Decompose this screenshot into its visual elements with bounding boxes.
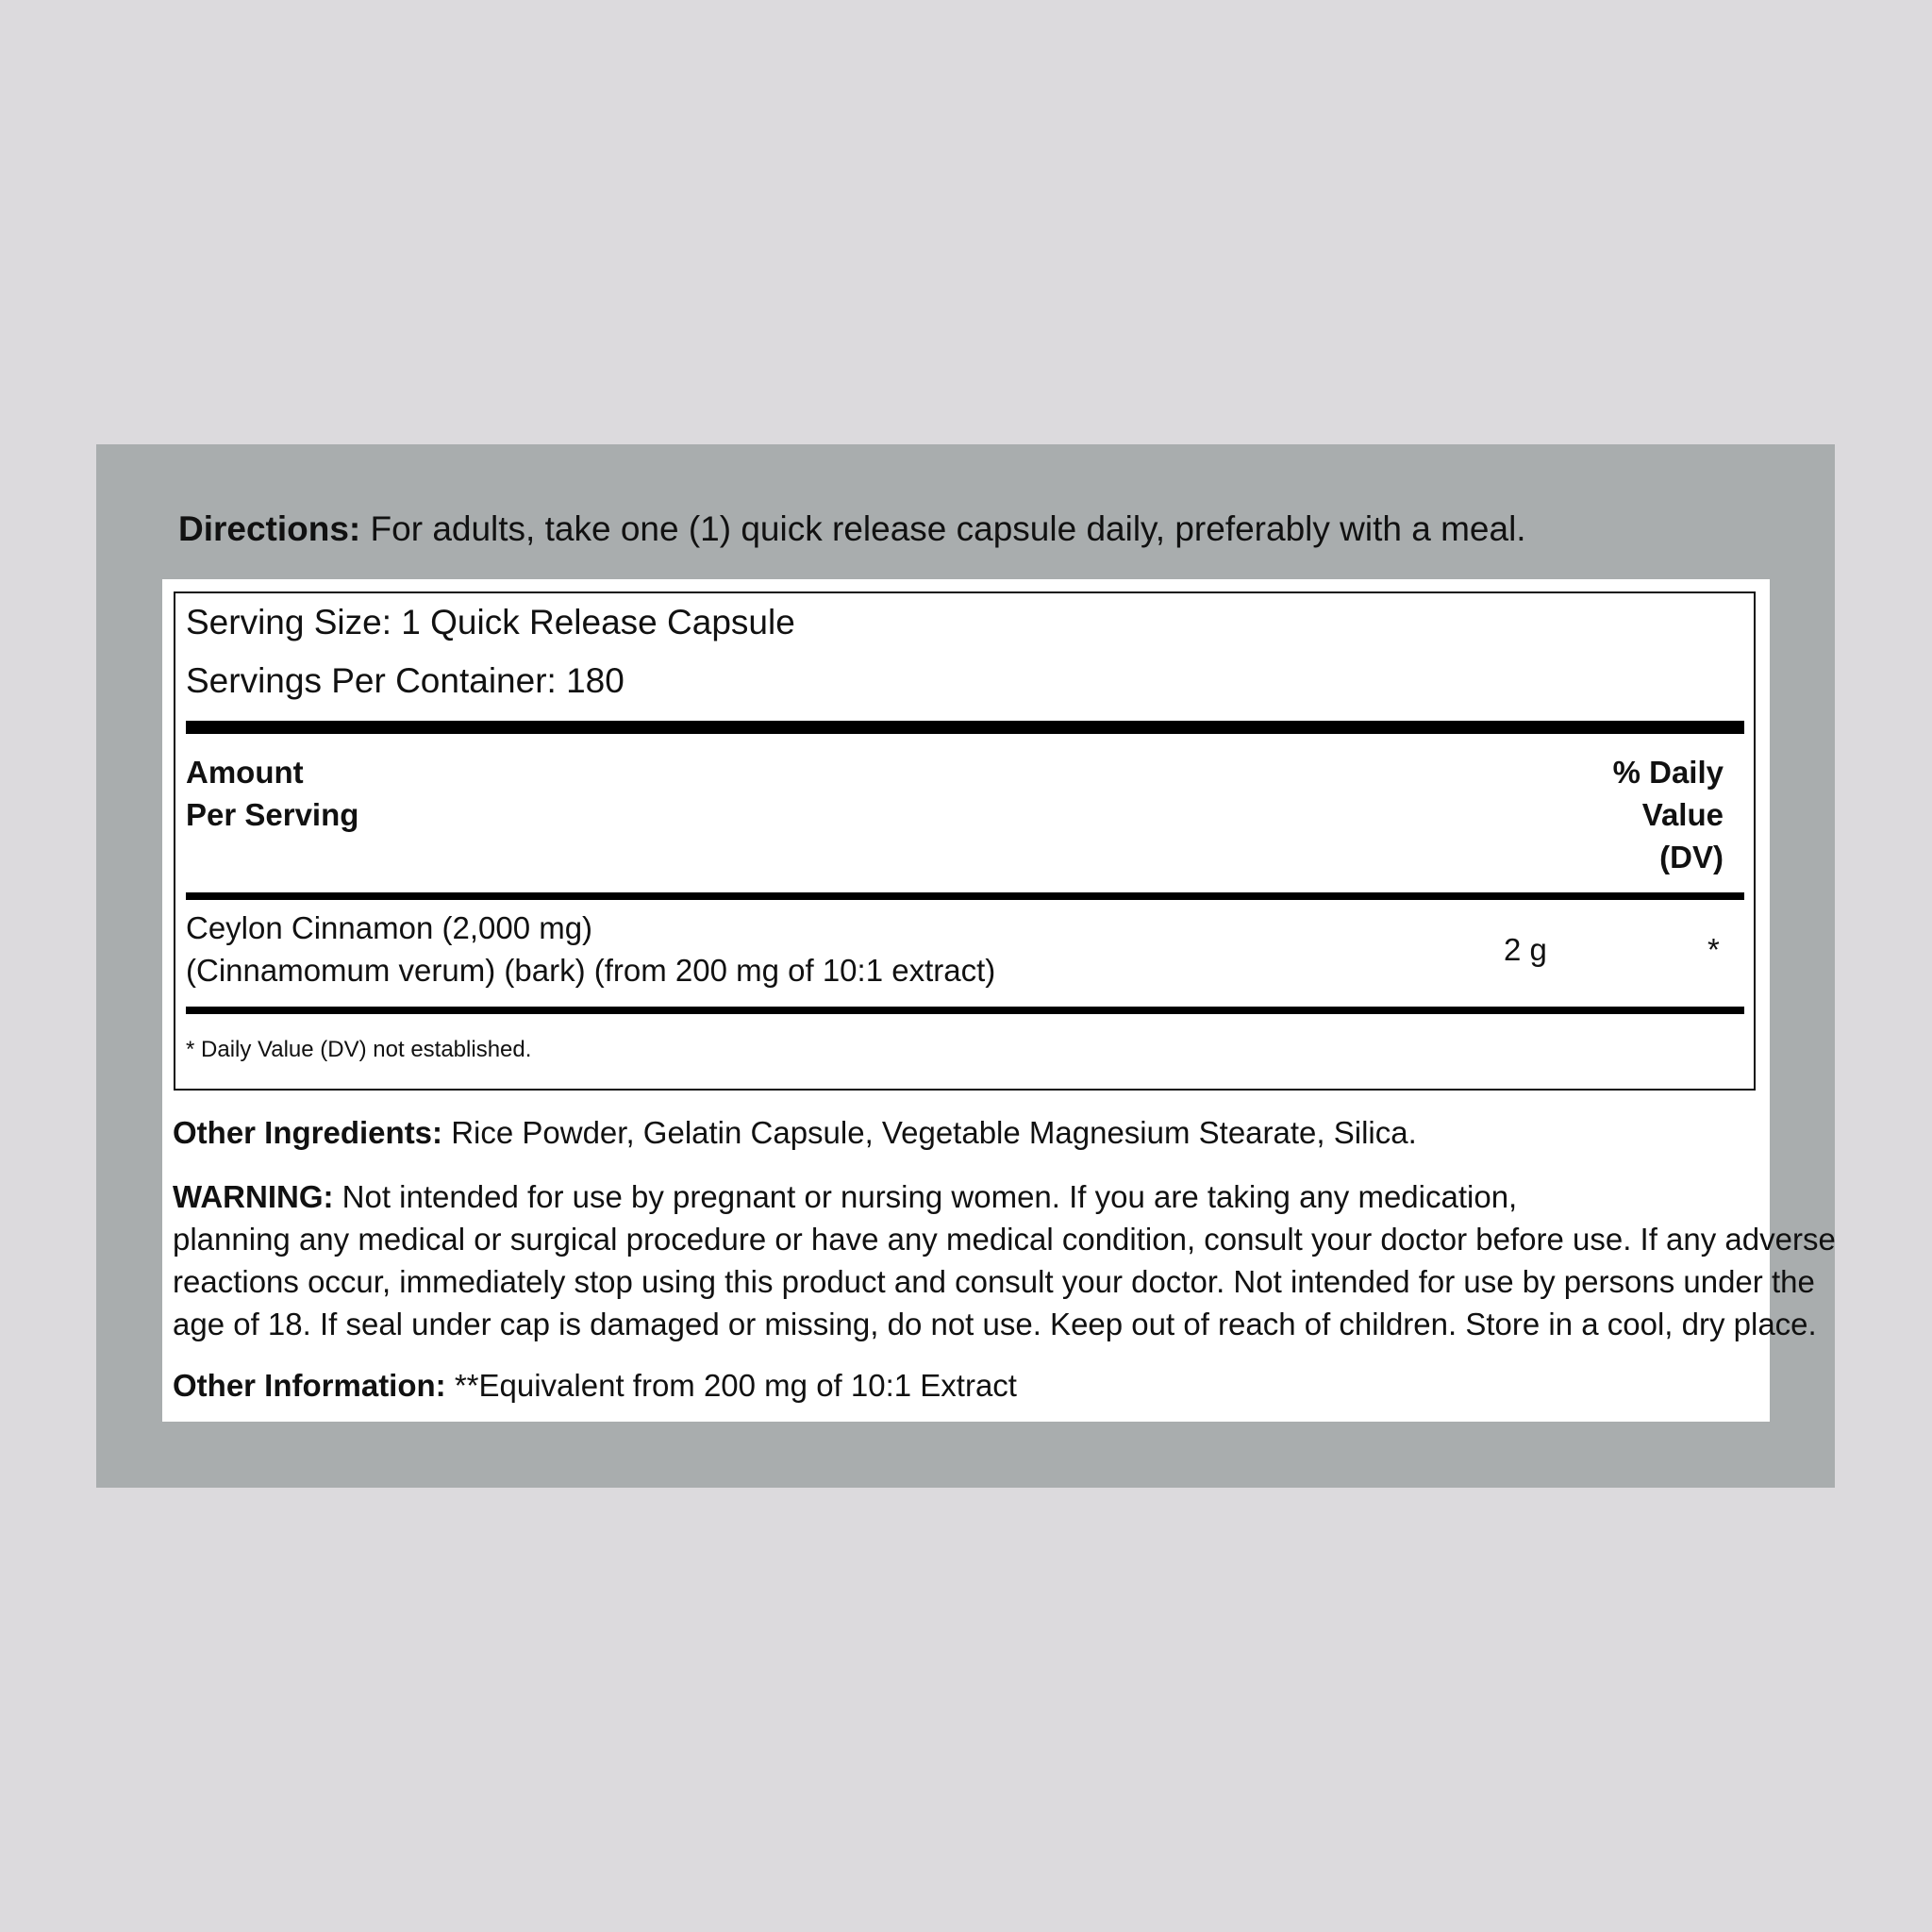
header-right-line: % Daily <box>1612 755 1724 790</box>
warning-line: age of 18. If seal under cap is damaged or missing, do not use. Keep out of reach of children. Store in a cool, dry place. <box>173 1307 1817 1341</box>
warning-line: planning any medical or surgical procedure or have any medical condition, consult your doctor before use. If any adverse <box>173 1222 1836 1257</box>
warning-line-text: Not intended for use by pregnant or nursing women. If you are taking any medication, <box>333 1179 1518 1214</box>
other-information-label: Other Information: <box>173 1368 446 1403</box>
warning-line <box>173 1175 1767 1218</box>
daily-value-header <box>1594 751 1724 878</box>
directions-text <box>178 503 1526 555</box>
other-information <box>173 1362 1017 1409</box>
ingredient-name <box>186 907 995 991</box>
directions-label: Directions: <box>178 509 361 548</box>
thick-divider <box>186 721 1744 734</box>
ingredient-daily-value: * <box>1707 932 1720 967</box>
servings-per-container: Servings Per Container: 180 <box>186 661 625 700</box>
warning-label: WARNING: <box>173 1179 334 1214</box>
ingredient-name-line: (Cinnamomum verum) (bark) (from 200 mg of 10:1 extract) <box>186 953 996 988</box>
medium-divider <box>186 892 1744 900</box>
daily-value-footnote: * Daily Value (DV) not established. <box>186 1037 532 1062</box>
header-right-line: (DV) <box>1659 840 1724 874</box>
header-left-line: Amount <box>186 755 304 790</box>
ingredient-name-line: Ceylon Cinnamon (2,000 mg) <box>186 910 593 945</box>
amount-per-serving-header <box>186 751 358 836</box>
serving-size: Serving Size: 1 Quick Release Capsule <box>186 603 795 641</box>
warning-line: reactions occur, immediately stop using this product and consult your doctor. Not intended for use by persons under the <box>173 1264 1815 1299</box>
ingredient-amount: 2 g <box>1504 932 1547 967</box>
header-left-line: Per Serving <box>186 797 359 832</box>
warning-text <box>173 1175 1836 1345</box>
other-information-text: **Equivalent from 200 mg of 10:1 Extract <box>445 1368 1017 1403</box>
other-ingredients-label: Other Ingredients: <box>173 1115 443 1150</box>
bottom-divider <box>186 1007 1744 1014</box>
header-right-line: Value <box>1641 797 1724 832</box>
other-ingredients-text: Rice Powder, Gelatin Capsule, Vegetable Magnesium Stearate, Silica. <box>442 1115 1417 1150</box>
directions-body: For adults, take one (1) quick release capsule daily, preferably with a meal. <box>360 509 1526 548</box>
other-ingredients <box>173 1109 1417 1157</box>
